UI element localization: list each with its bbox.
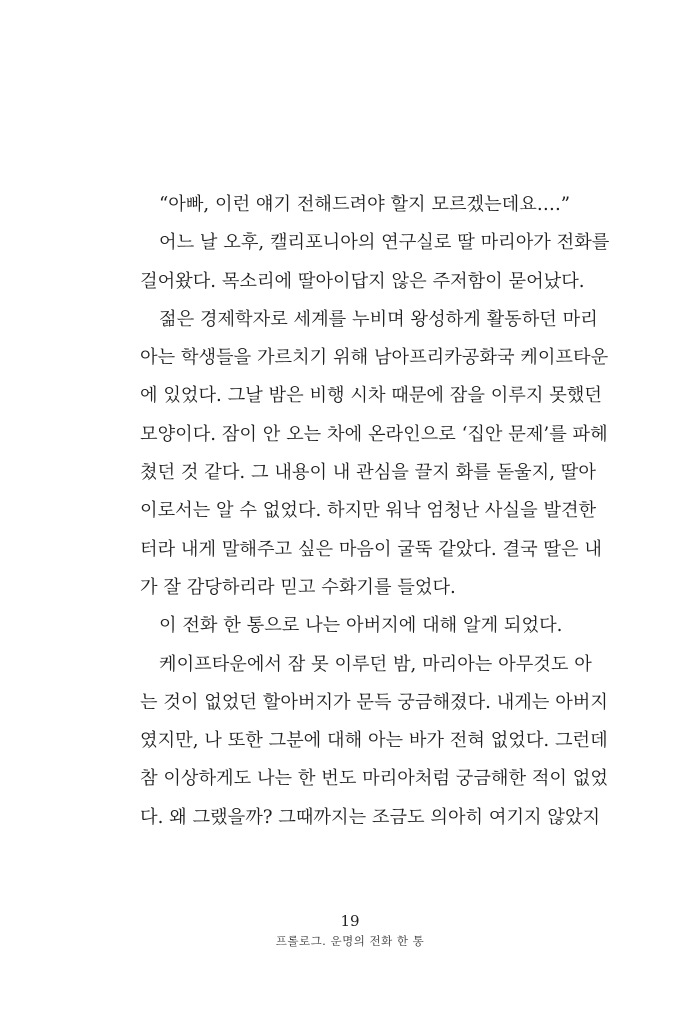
body-text bbox=[140, 186, 610, 837]
text-line: 였지만, 나 또한 그분에 대해 아는 바가 전혀 없었다. 그런데 bbox=[140, 730, 608, 752]
text-line: 모양이다. 잠이 안 오는 차에 온라인으로 ‘집안 문제’를 파헤 bbox=[140, 423, 608, 445]
text-line: 참 이상하게도 나는 한 번도 마리아처럼 궁금해한 적이 없었 bbox=[140, 768, 608, 790]
text-line: 케이프타운에서 잠 못 이루던 밤, 마리아는 아무것도 아 bbox=[159, 653, 592, 675]
text-line: 가 잘 감당하리라 믿고 수화기를 들었다. bbox=[140, 576, 456, 598]
page-number: 19 bbox=[340, 912, 360, 930]
text-line: 어느 날 오후, 캘리포니아의 연구실로 딸 마리아가 전화를 bbox=[159, 232, 610, 254]
text-line: 에 있었다. 그날 밤은 비행 시차 때문에 잠을 이루지 못했던 bbox=[140, 385, 602, 407]
text-line: 아는 학생들을 가르치기 위해 남아프리카공화국 케이프타운 bbox=[140, 347, 609, 369]
text-line: 는 것이 없었던 할아버지가 문득 궁금해졌다. 내게는 아버지 bbox=[140, 691, 608, 713]
text-line: 이 전화 한 통으로 나는 아버지에 대해 알게 되었다. bbox=[159, 615, 563, 637]
text-line: 젊은 경제학자로 세계를 누비며 왕성하게 활동하던 마리 bbox=[159, 308, 598, 330]
text-line: 이로서는 알 수 없었다. 하지만 워낙 엄청난 사실을 발견한 bbox=[140, 500, 597, 522]
text-line: “아빠, 이런 얘기 전해드려야 할지 모르겠는데요….” bbox=[159, 194, 571, 215]
running-title: 프롤로그. 운명의 전화 한 통 bbox=[275, 934, 425, 948]
text-line: 터라 내게 말해주고 싶은 마음이 굴뚝 같았다. 결국 딸은 내 bbox=[140, 538, 602, 560]
text-line: 쳤던 것 같다. 그 내용이 내 관심을 끌지 화를 돋울지, 딸아 bbox=[140, 462, 596, 484]
text-line: 걸어왔다. 목소리에 딸아이답지 않은 주저함이 묻어났다. bbox=[140, 270, 585, 292]
text-line: 다. 왜 그랬을까? 그때까지는 조금도 의아히 여기지 않았지 bbox=[140, 806, 601, 828]
